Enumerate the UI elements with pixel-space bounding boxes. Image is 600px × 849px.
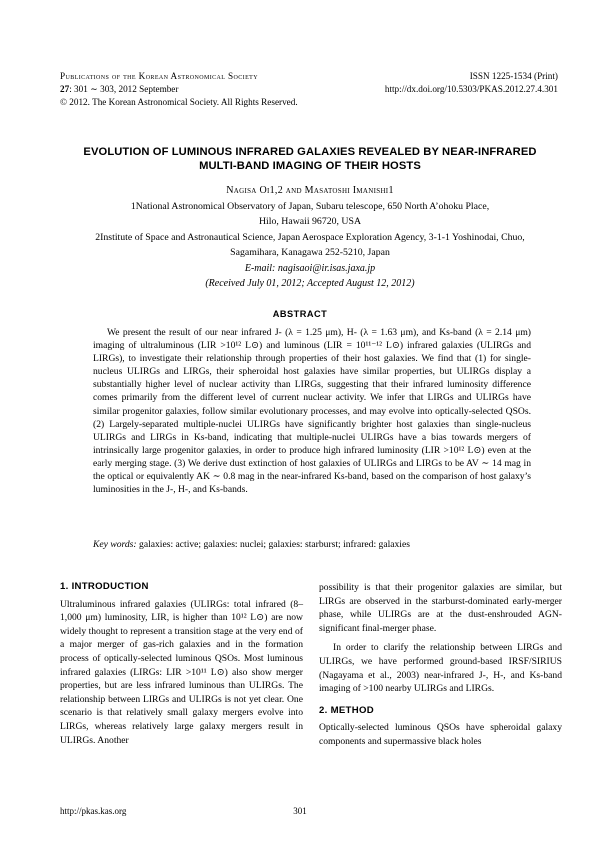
- copyright: © 2012. The Korean Astronomical Society. All Rights Reserved.: [60, 97, 298, 107]
- abstract-text: We present the result of our near infrared J- (λ = 1.25 μm), H- (λ = 1.63 μm), and Ks-band (λ = 2.14 μm) imaging of ultraluminous (LIR >10¹² L⊙) and luminous (LIR = 10¹¹⁻¹² L⊙) infrared galaxies (ULIRGs and LIRGs), to investigate their relationship through properties of their host galaxies. We find that (1) for single-nucleus ULIRGs and LIRGs, their spheroidal host galaxies have similar properties, but ULIRGs display a substantially higher level of nuclear activity than LIRGs, suggesting that their infrared luminosity difference comes primarily from the different level of current nuclear activity. We infer that LIRGs and ULIRGs have similar progenitor galaxies, follow similar evolutionary processes, and may evolve into optically-selected QSOs. (2) Largely-separated multiple-nuclei ULIRGs have significantly brighter host galaxies than single-nucleus ULIRGs and LIRGs in Ks-band, indicating that multiple-nuclei ULIRGs have a bias towards mergers of intrinsically large progenitor galaxies, in order to produce high infrared luminosity (LIR >10¹² L⊙) even at the early merging stage. (3) We derive dust extinction of host galaxies of ULIRGs and LIRGs to be AV ∼ 14 mag in the optical or equivalently AK ∼ 0.8 mag in the near-infrared Ks-band, based on the comparison of host galaxy’s luminosities in the J-, H-, and Ks-bands.: [93, 327, 531, 496]
- title-line-1: EVOLUTION OF LUMINOUS INFRARED GALAXIES REVEALED BY NEAR-INFRARED: [83, 146, 537, 158]
- keywords-text: galaxies: active; galaxies: nuclei; galaxies: starburst; infrared: galaxies: [139, 539, 410, 550]
- keywords: [93, 538, 531, 551]
- right-column: [319, 581, 562, 749]
- received-dates: (Received July 01, 2012; Accepted August 12, 2012): [205, 278, 415, 289]
- footer-url[interactable]: http://pkas.kas.org: [60, 806, 127, 816]
- introduction-heading: 1. INTRODUCTION: [60, 581, 149, 592]
- page-number: 301: [293, 806, 307, 816]
- author-block: [50, 183, 570, 292]
- author-names: Nagisa Oi1,2 and Masatoshi Imanishi1: [226, 185, 394, 196]
- introduction-paragraph-1: Ultraluminous infrared galaxies (ULIRGs: total infrared (8–1,000 μm) luminosity, LIR, is higher than 10¹² L⊙) are now widely thought to represent a transition stage at the very end of a major merger of gas-rich galaxies and in the formation process of optically-selected luminous QSOs. Most luminous infrared galaxies (LIRGs: LIR >10¹¹ L⊙) also show merger properties, but are less infrared luminous than ULIRGs. The relationship between LIRGs and ULIRGs is not yet clear. One scenario is that relatively small galaxy mergers evolve into LIRGs, whereas relatively large galaxy mergers result in ULIRGs. Another: [60, 598, 303, 746]
- title-line-2: MULTI-BAND IMAGING OF THEIR HOSTS: [199, 160, 421, 172]
- affiliation-1-line-1: 1National Astronomical Observatory of Japan, Subaru telescope, 650 North A’ohoku Place,: [130, 200, 490, 212]
- pages-date: : 301 ∼ 303, 2012 September: [69, 84, 179, 94]
- publication-ids: [385, 70, 558, 96]
- method-heading: 2. METHOD: [319, 704, 374, 716]
- affiliation-2-line-1: 2Institute of Space and Astronautical Science, Japan Aerospace Exploration Agency, 3-1-1 Yoshinodai, Chuo,: [95, 231, 525, 243]
- affiliation-1-line-2: Hilo, Hawaii 96720, USA: [258, 216, 362, 227]
- method-paragraph-1: Optically-selected luminous QSOs have spheroidal galaxy components and supermassive black holes: [319, 722, 562, 747]
- abstract-heading: ABSTRACT: [272, 309, 328, 319]
- affiliation-2-line-2: Sagamihara, Kanagawa 252-5210, Japan: [230, 247, 390, 258]
- introduction-paragraph-1-continued: possibility is that their progenitor galaxies are similar, but LIRGs are observed in the starburst-dominated early-merger phase, while ULIRGs are at the dust-enshrouded AGN-significant final-merger phase.: [319, 582, 562, 634]
- paper-title: [50, 145, 570, 173]
- keywords-label: Key words:: [93, 539, 137, 550]
- introduction-paragraph-2: In order to clarify the relationship between LIRGs and ULIRGs, we have performed ground-based IRSF/SIRIUS (Nagayama et al., 2003) near-infrared J-, H-, and Ks-band imaging of >100 nearby ULIRGs and LIRGs.: [319, 642, 562, 695]
- left-column: [60, 580, 303, 747]
- volume-number: 27: [60, 84, 70, 94]
- email[interactable]: E-mail: nagisaoi@ir.isas.jaxa.jp: [244, 262, 376, 274]
- volume-line: [60, 83, 298, 96]
- issn: ISSN 1225-1534 (Print): [469, 71, 558, 81]
- journal-header: [60, 70, 298, 109]
- doi-link[interactable]: http://dx.doi.org/10.5303/PKAS.2012.27.4.301: [384, 84, 558, 94]
- journal-name: Publications of the Korean Astronomical Society: [60, 71, 258, 81]
